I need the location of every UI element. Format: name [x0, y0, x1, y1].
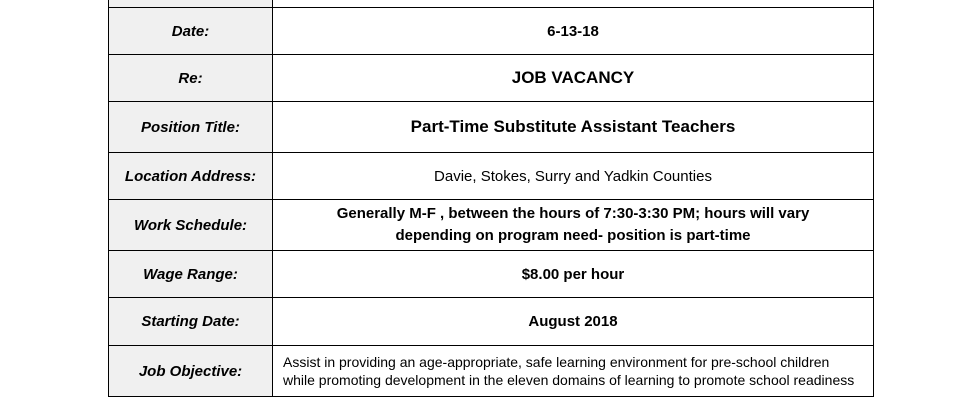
start-value: August 2018 — [273, 298, 874, 346]
signature-mark — [783, 0, 853, 2]
memo-row-re — [109, 55, 874, 102]
date-label: Date: — [109, 8, 273, 55]
schedule-value — [273, 200, 874, 251]
memo-row-schedule — [109, 200, 874, 251]
memo-table — [108, 0, 874, 397]
memo-row-start — [109, 298, 874, 346]
objective-label: Job Objective: — [109, 346, 273, 397]
date-value: 6-13-18 — [273, 8, 874, 55]
objective-value: Assist in providing an age-appropriate, safe learning environment for pre-school children while promoting development in the eleven domains of learning to promote school readiness — [273, 346, 874, 397]
memo-row-top — [109, 0, 874, 8]
top-label-cell — [109, 0, 273, 8]
memo-row-position — [109, 102, 874, 153]
position-value: Part-Time Substitute Assistant Teachers — [273, 102, 874, 153]
job-vacancy-memo — [108, 0, 874, 412]
memo-row-objective — [109, 346, 874, 397]
position-label: Position Title: — [109, 102, 273, 153]
schedule-label: Work Schedule: — [109, 200, 273, 251]
wage-value: $8.00 per hour — [273, 251, 874, 298]
location-label: Location Address: — [109, 153, 273, 200]
start-label: Starting Date: — [109, 298, 273, 346]
memo-row-wage — [109, 251, 874, 298]
memo-row-date — [109, 8, 874, 55]
memo-row-location — [109, 153, 874, 200]
re-label: Re: — [109, 55, 273, 102]
re-value: JOB VACANCY — [273, 55, 874, 102]
signature-stroke-icon — [783, 0, 853, 2]
location-value: Davie, Stokes, Surry and Yadkin Counties — [273, 153, 874, 200]
schedule-line-2: depending on program need- position is part-time — [395, 227, 751, 244]
schedule-line-1: Generally M-F , between the hours of 7:30-3:30 PM; hours will vary — [336, 205, 810, 222]
wage-label: Wage Range: — [109, 251, 273, 298]
